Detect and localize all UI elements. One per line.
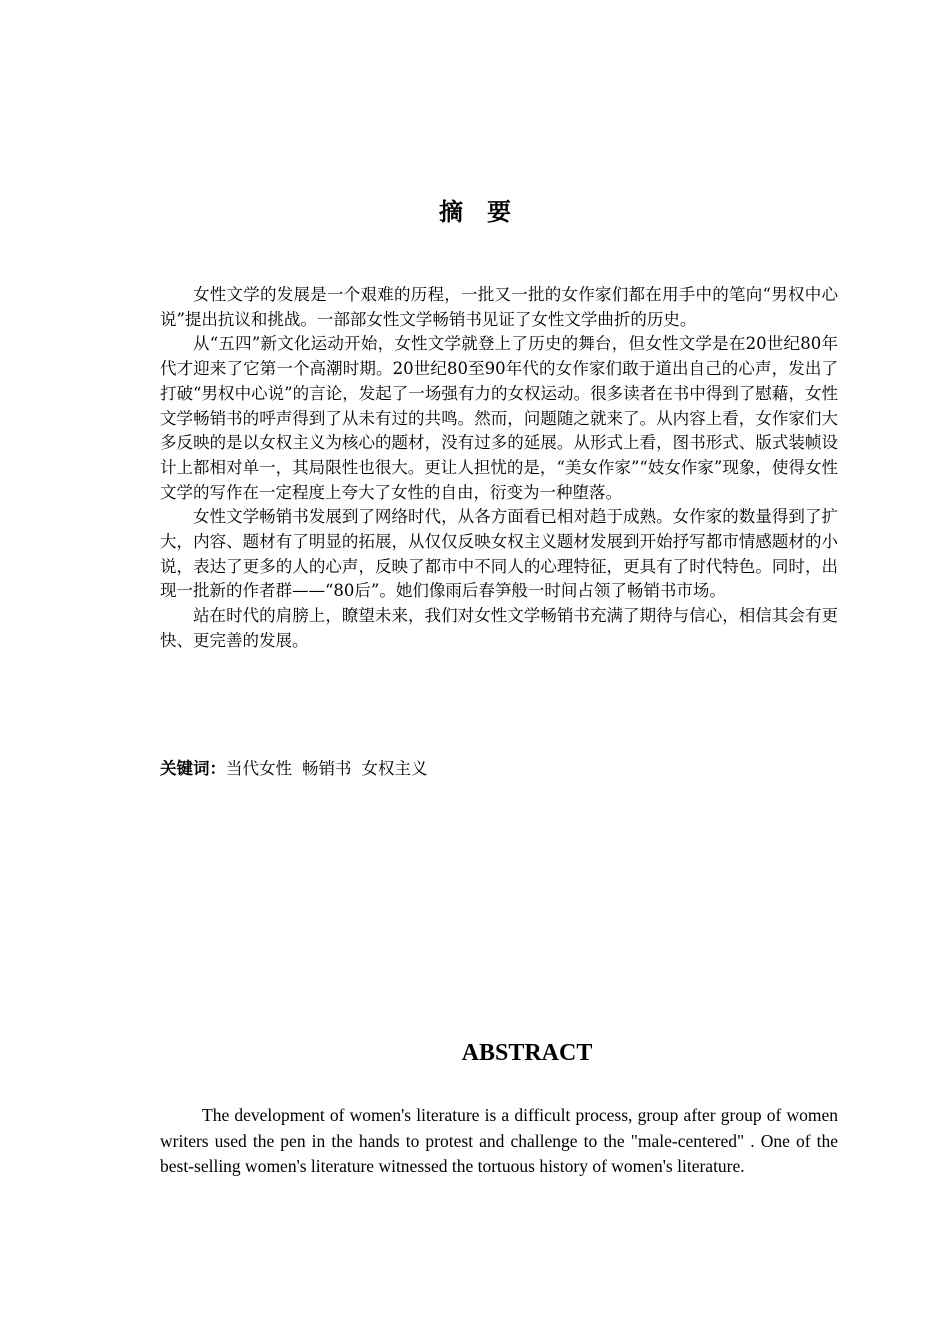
title-char: 要	[487, 198, 511, 226]
cn-paragraph: 从“五四”新文化运动开始，女性文学就登上了历史的舞台，但女性文学是在20世纪80年代才迎来了它第一个高潮时期。20世纪80至90年代的女作家们敢于道出自己的心声，发出了打破“男权中心说”的言论，发起了一场强有力的女权运动。很多读者在书中得到了慰藉，女性文学畅销书的呼声得到了从未有过的共鸣。然而，问题随之就来了。从内容上看，女作家们大多反映的是以女权主义为核心的题材，没有过多的延展。从形式上看，图书形式、版式装帧设计上都相对单一，其局限性也很大。更让人担忧的是，“美女作家”“妓女作家”现象，使得女性文学的写作在一定程度上夸大了女性的自由，衍变为一种堕落。	[160, 334, 838, 502]
cn-paragraph: 女性文学畅销书发展到了网络时代，从各方面看已相对趋于成熟。女作家的数量得到了扩大，内容、题材有了明显的拓展，从仅仅反映女权主义题材发展到开始抒写都市情感题材的小说，表达了更多的人的心声，反映了都市中不同人的心理特征，更具有了时代特色。同时，出现一批新的作者群——“80后”。她们像雨后春笋般一时间占领了畅销书市场。	[160, 507, 838, 601]
en-paragraph: The development of women's literature is a difficult process, group after group of women writers used the pen in the hands to protest and challenge to the "male-centered" . One of the best-selling women's literature witnessed the tortuous history of women's literature.	[160, 1105, 838, 1176]
keywords-label: 关键词：	[160, 759, 226, 778]
keyword: 当代女性	[226, 759, 292, 778]
keyword: 女权主义	[361, 759, 428, 778]
chinese-abstract-body	[160, 283, 838, 654]
cn-paragraph: 女性文学的发展是一个艰难的历程，一批又一批的女作家们都在用手中的笔向“男权中心说”提出抗议和挑战。一部部女性文学畅销书见证了女性文学曲折的历史。	[160, 285, 838, 329]
english-abstract-title: ABSTRACT	[461, 1040, 593, 1066]
cn-paragraph: 站在时代的肩膀上，瞭望未来，我们对女性文学畅销书充满了期待与信心，相信其会有更快、更完善的发展。	[160, 606, 838, 650]
chinese-abstract-title	[0, 192, 950, 227]
title-char: 摘	[439, 198, 463, 226]
english-abstract-body	[160, 1103, 838, 1180]
keyword: 畅销书	[302, 759, 352, 778]
keywords-line	[160, 757, 838, 781]
